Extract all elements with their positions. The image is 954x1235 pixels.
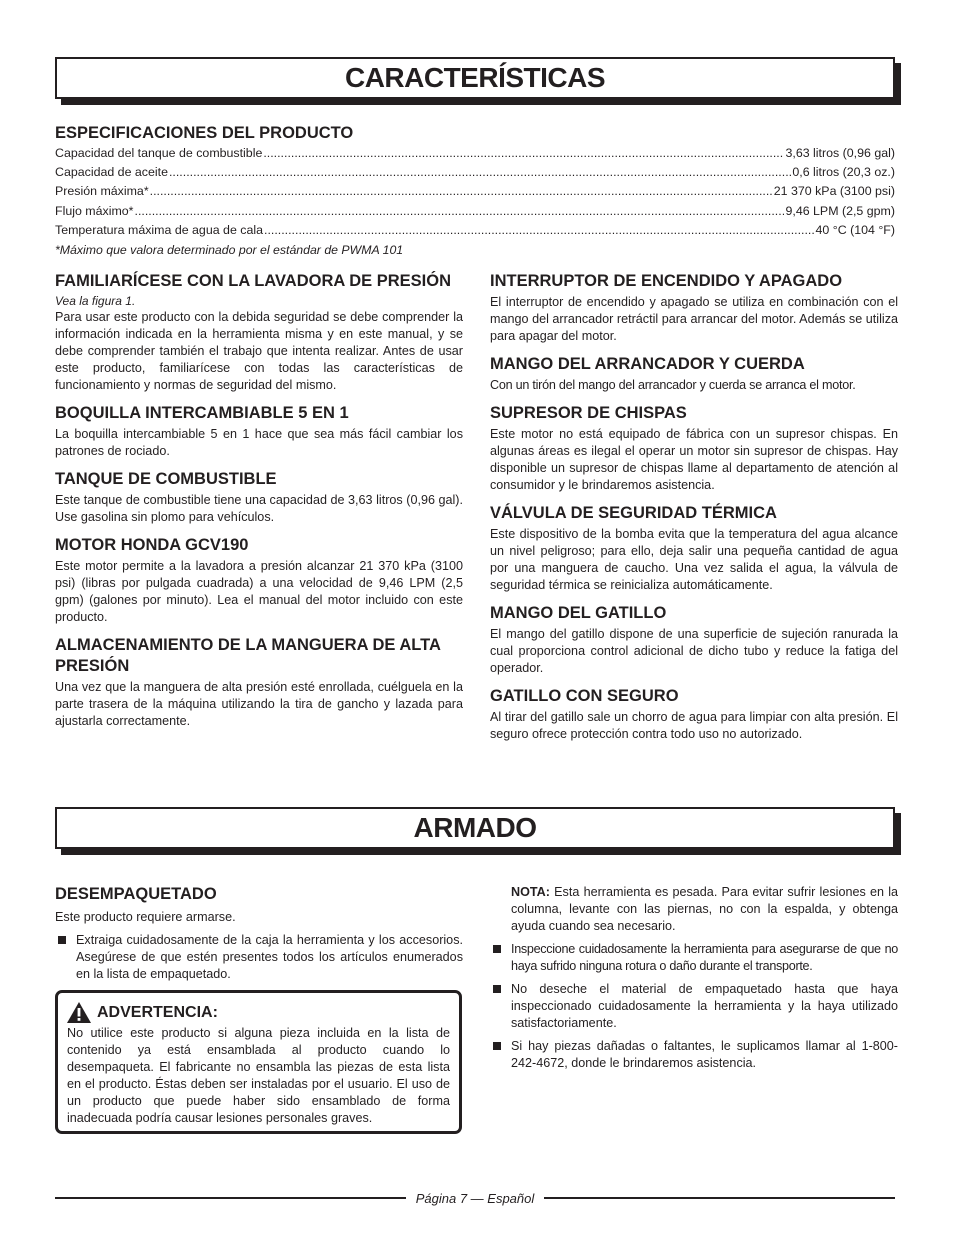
spec-value: 9,46 LPM (2,5 gpm) bbox=[785, 203, 895, 218]
left-column bbox=[55, 271, 463, 739]
spec-label: Flujo máximo* bbox=[55, 203, 134, 218]
page-number: Página 7 — Español bbox=[415, 1190, 535, 1206]
spec-label: Capacidad del tanque de combustible bbox=[55, 146, 263, 160]
right-column bbox=[490, 271, 898, 752]
spec-value: 40 °C (104 °F) bbox=[815, 222, 895, 237]
warning-box bbox=[55, 990, 462, 1134]
note-label: NOTA: bbox=[511, 885, 550, 899]
section-heading: GATILLO CON SEGURO bbox=[490, 687, 679, 705]
specs-footnote: *Máximo que valora determinado por el estándar de PWMA 101 bbox=[55, 242, 404, 257]
list-item: Si hay piezas dañadas o faltantes, le suplicamos llamar al 1-800-242-4672, donde le brindaremos asistencia. bbox=[490, 1038, 898, 1072]
bullet-square-icon bbox=[493, 1042, 501, 1050]
section-gatillo-seguro bbox=[490, 686, 898, 743]
section-heading: BOQUILLA INTERCAMBIABLE 5 EN 1 bbox=[55, 404, 349, 422]
section-mango-arrancador bbox=[490, 354, 898, 394]
section-heading: MANGO DEL GATILLO bbox=[490, 604, 667, 622]
section-intro: Este producto requiere armarse. bbox=[55, 910, 236, 924]
product-specifications bbox=[55, 123, 895, 259]
spec-value: 21 370 kPa (3100 psi) bbox=[773, 184, 895, 199]
note-text: Esta herramienta es pesada. Para evitar sufrir lesiones en la columna, levante con las piernas, no con la espalda, y obtenga ayuda cuando sea necesario. bbox=[511, 885, 898, 933]
armado-notes bbox=[490, 884, 898, 1072]
spec-label: Presión máxima* bbox=[55, 184, 149, 199]
spec-value: 0,6 litros (20,3 oz.) bbox=[792, 165, 895, 180]
section-body: Este motor permite a la lavadora a presión alcanzar 21 370 kPa (3100 psi) (libras por pulgada cuadrada) a una velocidad de 9,46 LPM (2,5 gpm) (galones por minuto). Lea el manual del motor incluido con este producto. bbox=[55, 559, 463, 624]
section-body: Al tirar del gatillo sale un chorro de agua para limpiar con alta presión. El seguro ofrece protección contra todo uso no autorizado. bbox=[490, 710, 898, 741]
section-banner-armado bbox=[55, 807, 895, 849]
spec-row bbox=[55, 145, 895, 164]
section-heading: VÁLVULA DE SEGURIDAD TÉRMICA bbox=[490, 504, 777, 522]
section-heading: MANGO DEL ARRANCADOR Y CUERDA bbox=[490, 355, 805, 373]
list-item: Extraiga cuidadosamente de la caja la herramienta y los accesorios. Asegúrese de que estén presentes todos los artículos enumerados en la lista de empaquetado. bbox=[55, 932, 463, 983]
section-boquilla bbox=[55, 403, 463, 460]
note-paragraph bbox=[490, 884, 898, 935]
section-mango-gatillo bbox=[490, 603, 898, 677]
bullet-square-icon bbox=[493, 985, 501, 993]
specs-heading: ESPECIFICACIONES DEL PRODUCTO bbox=[55, 124, 354, 142]
bullet-square-icon bbox=[493, 945, 501, 953]
spec-label: Capacidad de aceite bbox=[55, 165, 168, 180]
section-familiaricese bbox=[55, 271, 463, 394]
footer-rule-left bbox=[55, 1197, 406, 1199]
section-motor bbox=[55, 535, 463, 626]
section-banner-caracteristicas bbox=[55, 57, 895, 99]
list-item: Inspeccione cuidadosamente la herramienta para asegurarse de que no haya sufrido ninguna rotura o daño durante el transporte. bbox=[490, 941, 898, 975]
section-body: Este motor no está equipado de fábrica con un supresor chispas. En algunas áreas es ilegal el operar un motor sin supresor de chispas. Hay disponible un supresor de chispas llame al departamento de atención al consumidor y le brindaremos asistencia. bbox=[490, 427, 898, 492]
section-tanque bbox=[55, 469, 463, 526]
spec-row bbox=[55, 203, 895, 222]
section-heading: MOTOR HONDA GCV190 bbox=[55, 536, 249, 554]
banner-title: ARMADO bbox=[413, 812, 537, 843]
section-heading: DESEMPAQUETADO bbox=[55, 885, 217, 903]
spec-row bbox=[55, 164, 895, 183]
warning-body: No utilice este producto si alguna pieza incluida en la lista de contenido ya está ensamblada al producto cuando lo desempaqueta. El fabricante no ensambla las piezas de esta lista en el producto. Éstas deben ser instaladas por el usuario. El uso de un producto que puede haber sido ensamblado de forma inadecuada podría causar lesiones personales graves. bbox=[67, 1026, 450, 1125]
spec-value: 3,63 litros (0,96 gal) bbox=[785, 146, 895, 160]
section-almacenamiento bbox=[55, 635, 463, 730]
spec-row bbox=[55, 222, 895, 241]
section-body: Para usar este producto con la debida seguridad se debe comprender la información indicada en la herramienta misma y en este manual, y se debe comprender también el trabajo que intenta realizar. Antes de usar este producto, familiarícese con todas las características de funcionamiento y normas de seguridad del mismo. bbox=[55, 310, 463, 392]
list-item: No deseche el material de empaquetado hasta que haya inspeccionado cuidadosamente la herramienta y la haya utilizado satisfactoriamente. bbox=[490, 981, 898, 1032]
warning-title: ADVERTENCIA: bbox=[97, 1004, 218, 1021]
bullet-list bbox=[55, 932, 463, 983]
section-body: Este tanque de combustible tiene una capacidad de 3,63 litros (0,96 gal). Use gasolina sin plomo para vehículos. bbox=[55, 493, 463, 524]
section-interruptor bbox=[490, 271, 898, 345]
page-footer bbox=[55, 1188, 895, 1208]
figure-reference: Vea la figura 1. bbox=[55, 294, 136, 308]
section-body: Este dispositivo de la bomba evita que la temperatura del agua alcance un nivel peligroso; para ello, deja salir una pequeña cantidad de agua por una manguera de caucho. Una vez salida el agua, la válvula de seguridad térmica se reinicializa automáticamente. bbox=[490, 527, 898, 592]
warning-triangle-icon bbox=[67, 1002, 91, 1023]
section-supresor bbox=[490, 403, 898, 494]
section-body: Con un tirón del mango del arrancador y cuerda se arranca el motor. bbox=[490, 378, 856, 392]
section-valvula bbox=[490, 503, 898, 594]
section-heading: FAMILIARÍCESE CON LA LAVADORA DE PRESIÓN bbox=[55, 272, 452, 290]
desempaquetado-section bbox=[55, 884, 463, 983]
spec-label: Temperatura máxima de agua de cala bbox=[55, 222, 264, 237]
section-body: Una vez que la manguera de alta presión esté enrollada, cuélguela en la parte trasera de la máquina utilizando la tira de gancho y lazada para ajustarla correctamente. bbox=[55, 680, 463, 728]
footer-rule-right bbox=[544, 1197, 895, 1199]
section-body: El interruptor de encendido y apagado se utiliza en combinación con el mango del arrancador retráctil para arrancar del motor. Además se utiliza para apagar del motor. bbox=[490, 295, 898, 343]
banner-title: CARACTERÍSTICAS bbox=[344, 62, 606, 93]
bullet-square-icon bbox=[58, 936, 66, 944]
section-body: El mango del gatillo dispone de una superficie de sujeción ranurada la cual proporciona control adicional de dicho tubo y reduce la fatiga del operador. bbox=[490, 627, 898, 675]
section-heading: SUPRESOR DE CHISPAS bbox=[490, 404, 687, 422]
section-heading: INTERRUPTOR DE ENCENDIDO Y APAGADO bbox=[490, 272, 843, 290]
bullet-list bbox=[490, 941, 898, 1072]
section-heading: ALMACENAMIENTO DE LA MANGUERA DE ALTA PRESIÓN bbox=[55, 636, 441, 675]
section-body: La boquilla intercambiable 5 en 1 hace que sea más fácil cambiar los patrones de rociado. bbox=[55, 427, 463, 458]
section-heading: TANQUE DE COMBUSTIBLE bbox=[55, 470, 277, 488]
spec-row bbox=[55, 183, 895, 202]
